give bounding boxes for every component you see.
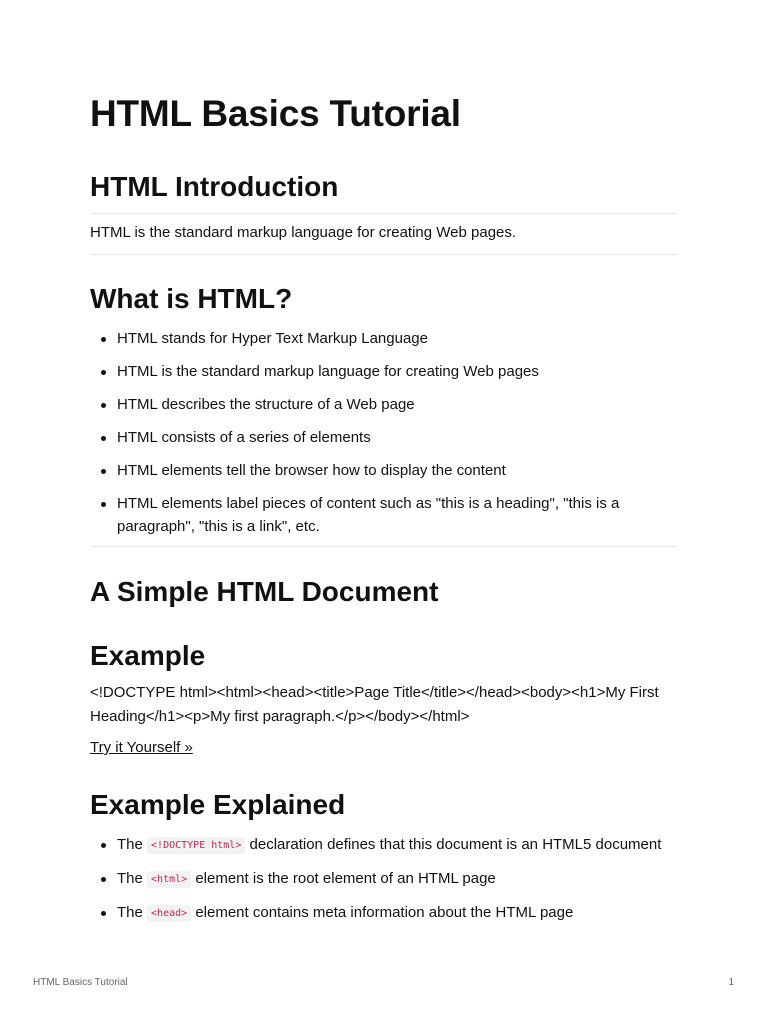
- item-prefix: The: [117, 870, 143, 887]
- divider: [90, 254, 678, 255]
- simple-heading: A Simple HTML Document: [90, 576, 439, 607]
- list-item: HTML elements tell the browser how to display the content: [117, 459, 678, 482]
- explained-list: [90, 833, 678, 935]
- list-item: HTML is the standard markup language for creating Web pages: [117, 360, 678, 383]
- item-suffix: element is the root element of an HTML page: [195, 870, 496, 887]
- try-it-link-wrapper: [90, 736, 678, 760]
- intro-heading: HTML Introduction: [90, 171, 339, 202]
- item-suffix: element contains meta information about the HTML page: [195, 904, 574, 921]
- list-item: [117, 867, 678, 891]
- item-suffix: declaration defines that this document is an HTML5 document: [249, 836, 662, 853]
- inline-code: <html>: [147, 871, 191, 888]
- item-prefix: The: [117, 904, 143, 921]
- item-prefix: The: [117, 836, 143, 853]
- list-item: HTML describes the structure of a Web page: [117, 393, 678, 416]
- example-code-text: <!DOCTYPE html><html><head><title>Page Title</title></head><body><h1>My First Heading</h1><p>My first paragraph.</p></body></html>: [90, 684, 659, 725]
- page-number: 1: [728, 977, 734, 988]
- inline-code: <!DOCTYPE html>: [147, 837, 245, 854]
- list-item: [117, 901, 678, 925]
- what-heading: What is HTML?: [90, 283, 293, 314]
- list-item: [117, 833, 678, 857]
- try-it-yourself-link[interactable]: Try it Yourself »: [90, 739, 193, 756]
- example-heading: Example: [90, 640, 206, 671]
- divider: [90, 546, 678, 547]
- list-item: HTML stands for Hyper Text Markup Language: [117, 327, 678, 350]
- what-list: [90, 327, 678, 548]
- explained-heading: Example Explained: [90, 789, 346, 820]
- list-item: HTML consists of a series of elements: [117, 426, 678, 449]
- list-item: HTML elements label pieces of content such as "this is a heading", "this is a paragraph", "this is a link", etc.: [117, 492, 678, 538]
- inline-code: <head>: [147, 905, 191, 922]
- divider: [90, 213, 678, 214]
- intro-text: HTML is the standard markup language for creating Web pages.: [90, 224, 517, 241]
- footer-title: HTML Basics Tutorial: [33, 977, 128, 988]
- page-title: HTML Basics Tutorial: [90, 93, 461, 134]
